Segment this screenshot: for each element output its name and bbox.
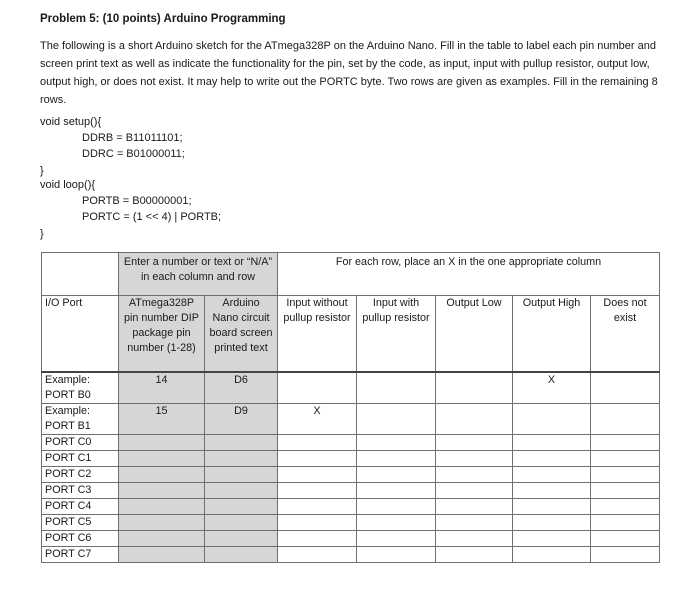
pin-number-cell[interactable] bbox=[119, 499, 205, 515]
output-high-cell[interactable] bbox=[513, 467, 591, 483]
code-close-setup: } bbox=[40, 165, 44, 177]
code-portc: PORTC = (1 << 4) | PORTB; bbox=[82, 211, 222, 223]
pullup-cell[interactable] bbox=[357, 404, 436, 435]
port-row-c3 bbox=[42, 483, 660, 499]
port-row-c6 bbox=[42, 531, 660, 547]
pullup-cell[interactable] bbox=[357, 547, 436, 563]
output-low-cell[interactable] bbox=[436, 435, 513, 451]
code-loop-open: void loop(){ bbox=[40, 179, 96, 191]
pullup-cell[interactable] bbox=[357, 372, 436, 404]
code-setup-open: void setup(){ bbox=[40, 116, 102, 128]
pin-number-cell[interactable]: 15 bbox=[119, 404, 205, 435]
pin-number-cell[interactable] bbox=[119, 435, 205, 451]
output-high-cell[interactable] bbox=[513, 451, 591, 467]
not-exist-cell[interactable] bbox=[591, 372, 660, 404]
output-high-cell[interactable] bbox=[513, 515, 591, 531]
port-name: PORT C7 bbox=[42, 547, 119, 563]
port-row-c0 bbox=[42, 435, 660, 451]
pin-number-cell[interactable] bbox=[119, 467, 205, 483]
example-row-b1 bbox=[42, 404, 660, 435]
header-input: Input without pullup resistor bbox=[278, 296, 357, 373]
pin-table bbox=[41, 252, 660, 563]
port-name: PORT B0 bbox=[45, 389, 91, 401]
header-blank bbox=[42, 253, 119, 296]
nano-text-cell[interactable] bbox=[205, 531, 278, 547]
code-portb: PORTB = B00000001; bbox=[82, 195, 192, 207]
output-low-cell[interactable] bbox=[436, 404, 513, 435]
port-label-cell bbox=[42, 404, 119, 435]
nano-text-cell[interactable] bbox=[205, 435, 278, 451]
port-name: PORT B1 bbox=[45, 420, 91, 432]
not-exist-cell[interactable] bbox=[591, 547, 660, 563]
header-nano-text: Arduino Nano circuit board screen printed text bbox=[205, 296, 278, 373]
code-ddrc: DDRC = B01000011; bbox=[82, 148, 185, 160]
pullup-cell[interactable] bbox=[357, 435, 436, 451]
pin-number-cell[interactable] bbox=[119, 531, 205, 547]
input-cell[interactable] bbox=[278, 467, 357, 483]
port-row-c2 bbox=[42, 467, 660, 483]
output-low-cell[interactable] bbox=[436, 531, 513, 547]
header-group-right: For each row, place an X in the one appropriate column bbox=[278, 253, 660, 296]
not-exist-cell[interactable] bbox=[591, 483, 660, 499]
pullup-cell[interactable] bbox=[357, 499, 436, 515]
output-low-cell[interactable] bbox=[436, 372, 513, 404]
not-exist-cell[interactable] bbox=[591, 467, 660, 483]
pin-number-cell[interactable] bbox=[119, 515, 205, 531]
port-name: PORT C4 bbox=[42, 499, 119, 515]
output-low-cell[interactable] bbox=[436, 515, 513, 531]
header-pin-number: ATmega328P pin number DIP package pin number (1-28) bbox=[119, 296, 205, 373]
header-output-high: Output High bbox=[513, 296, 591, 373]
pullup-cell[interactable] bbox=[357, 483, 436, 499]
example-label: Example: bbox=[45, 405, 91, 417]
input-cell[interactable] bbox=[278, 372, 357, 404]
pin-number-cell[interactable] bbox=[119, 547, 205, 563]
header-output-low: Output Low bbox=[436, 296, 513, 373]
pullup-cell[interactable] bbox=[357, 451, 436, 467]
input-cell[interactable] bbox=[278, 531, 357, 547]
not-exist-cell[interactable] bbox=[591, 404, 660, 435]
not-exist-cell[interactable] bbox=[591, 499, 660, 515]
nano-text-cell[interactable] bbox=[205, 467, 278, 483]
pin-number-cell[interactable] bbox=[119, 451, 205, 467]
output-low-cell[interactable] bbox=[436, 547, 513, 563]
nano-text-cell[interactable]: D9 bbox=[205, 404, 278, 435]
pullup-cell[interactable] bbox=[357, 515, 436, 531]
not-exist-cell[interactable] bbox=[591, 451, 660, 467]
nano-text-cell[interactable] bbox=[205, 483, 278, 499]
output-low-cell[interactable] bbox=[436, 499, 513, 515]
port-label-cell bbox=[42, 372, 119, 404]
port-name: PORT C2 bbox=[42, 467, 119, 483]
pin-number-cell[interactable] bbox=[119, 483, 205, 499]
input-cell[interactable] bbox=[278, 499, 357, 515]
output-high-cell[interactable] bbox=[513, 531, 591, 547]
not-exist-cell[interactable] bbox=[591, 515, 660, 531]
output-low-cell[interactable] bbox=[436, 467, 513, 483]
output-high-cell[interactable] bbox=[513, 547, 591, 563]
not-exist-cell[interactable] bbox=[591, 435, 660, 451]
header-does-not-exist: Does not exist bbox=[591, 296, 660, 373]
header-group-left: Enter a number or text or “N/A” in each column and row bbox=[119, 253, 278, 296]
input-cell[interactable] bbox=[278, 483, 357, 499]
port-name: PORT C6 bbox=[42, 531, 119, 547]
nano-text-cell[interactable]: D6 bbox=[205, 372, 278, 404]
port-row-c5 bbox=[42, 515, 660, 531]
output-low-cell[interactable] bbox=[436, 483, 513, 499]
not-exist-cell[interactable] bbox=[591, 531, 660, 547]
port-name: PORT C0 bbox=[42, 435, 119, 451]
port-row-c1 bbox=[42, 451, 660, 467]
problem-description: The following is a short Arduino sketch for the ATmega328P on the Arduino Nano. Fill in the table to label each pin number and screen print text as well as indicate the functionality for the pin, set by the code, as input, input with pullup resistor, output low, output high, or does not exist. It may help to write out the PORTC byte. Two rows are given as examples. Fill in the remaining 8 rows. bbox=[40, 40, 658, 106]
output-high-cell[interactable] bbox=[513, 483, 591, 499]
example-label: Example: bbox=[45, 374, 91, 386]
input-cell[interactable] bbox=[278, 435, 357, 451]
port-name: PORT C1 bbox=[42, 451, 119, 467]
port-name: PORT C3 bbox=[42, 483, 119, 499]
header-input-pullup: Input with pullup resistor bbox=[357, 296, 436, 373]
port-row-c7 bbox=[42, 547, 660, 563]
input-cell[interactable] bbox=[278, 515, 357, 531]
output-high-cell[interactable] bbox=[513, 435, 591, 451]
example-row-b0 bbox=[42, 372, 660, 404]
nano-text-cell[interactable] bbox=[205, 547, 278, 563]
output-low-cell[interactable] bbox=[436, 451, 513, 467]
nano-text-cell[interactable] bbox=[205, 515, 278, 531]
input-cell[interactable]: X bbox=[278, 404, 357, 435]
code-close-loop: } bbox=[40, 228, 44, 240]
port-row-c4 bbox=[42, 499, 660, 515]
pin-number-cell[interactable]: 14 bbox=[119, 372, 205, 404]
input-cell[interactable] bbox=[278, 451, 357, 467]
input-cell[interactable] bbox=[278, 547, 357, 563]
output-high-cell[interactable] bbox=[513, 499, 591, 515]
output-high-cell[interactable]: X bbox=[513, 372, 591, 404]
output-high-cell[interactable] bbox=[513, 404, 591, 435]
header-io-port: I/O Port bbox=[42, 296, 119, 373]
pullup-cell[interactable] bbox=[357, 467, 436, 483]
port-name: PORT C5 bbox=[42, 515, 119, 531]
pullup-cell[interactable] bbox=[357, 531, 436, 547]
nano-text-cell[interactable] bbox=[205, 499, 278, 515]
nano-text-cell[interactable] bbox=[205, 451, 278, 467]
code-ddrb: DDRB = B11011101; bbox=[82, 132, 183, 144]
problem-title: Problem 5: (10 points) Arduino Programming bbox=[40, 13, 286, 25]
